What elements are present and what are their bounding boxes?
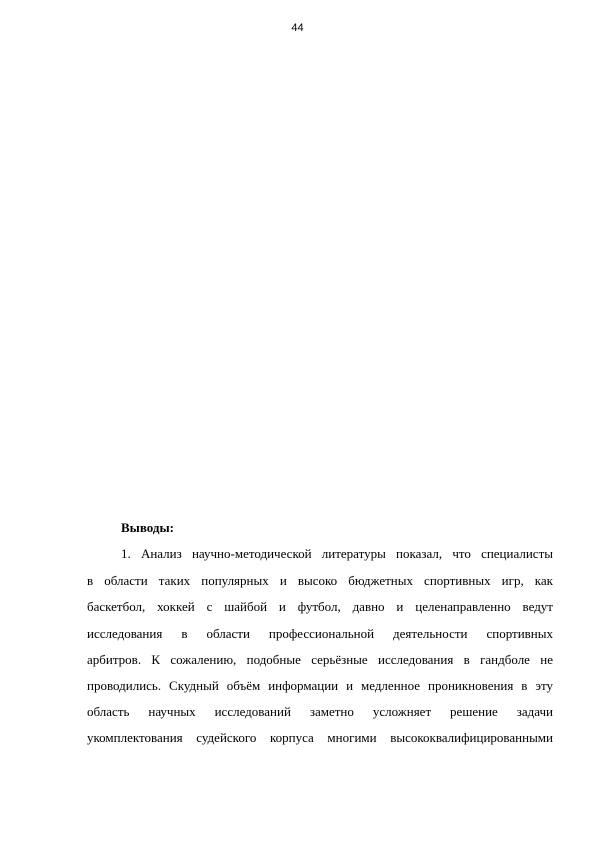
- paragraph-line: исследования в области профессиональной деятельности спортивных: [87, 626, 553, 641]
- paragraph-line: в области таких популярных и высоко бюджетных спортивных игр, как: [87, 573, 553, 588]
- paragraph-line: арбитров. К сожалению, подобные серьёзные исследования в гандболе не: [87, 652, 553, 667]
- paragraph-line: укомплектования судейского корпуса многими высококвалифицированными: [87, 730, 553, 745]
- paragraph-line: область научных исследований заметно усложняет решение задачи: [87, 704, 553, 719]
- paragraph-line: баскетбол, хоккей с шайбой и футбол, давно и целенаправленно ведут: [87, 599, 553, 614]
- paragraph-line: 1. Анализ научно-методической литературы показал, что специалисты: [121, 546, 553, 561]
- section-heading: Выводы:: [121, 520, 174, 535]
- page-number: 44: [291, 22, 304, 34]
- paragraph-line: проводились. Скудный объём информации и медленное проникновения в эту: [87, 678, 553, 693]
